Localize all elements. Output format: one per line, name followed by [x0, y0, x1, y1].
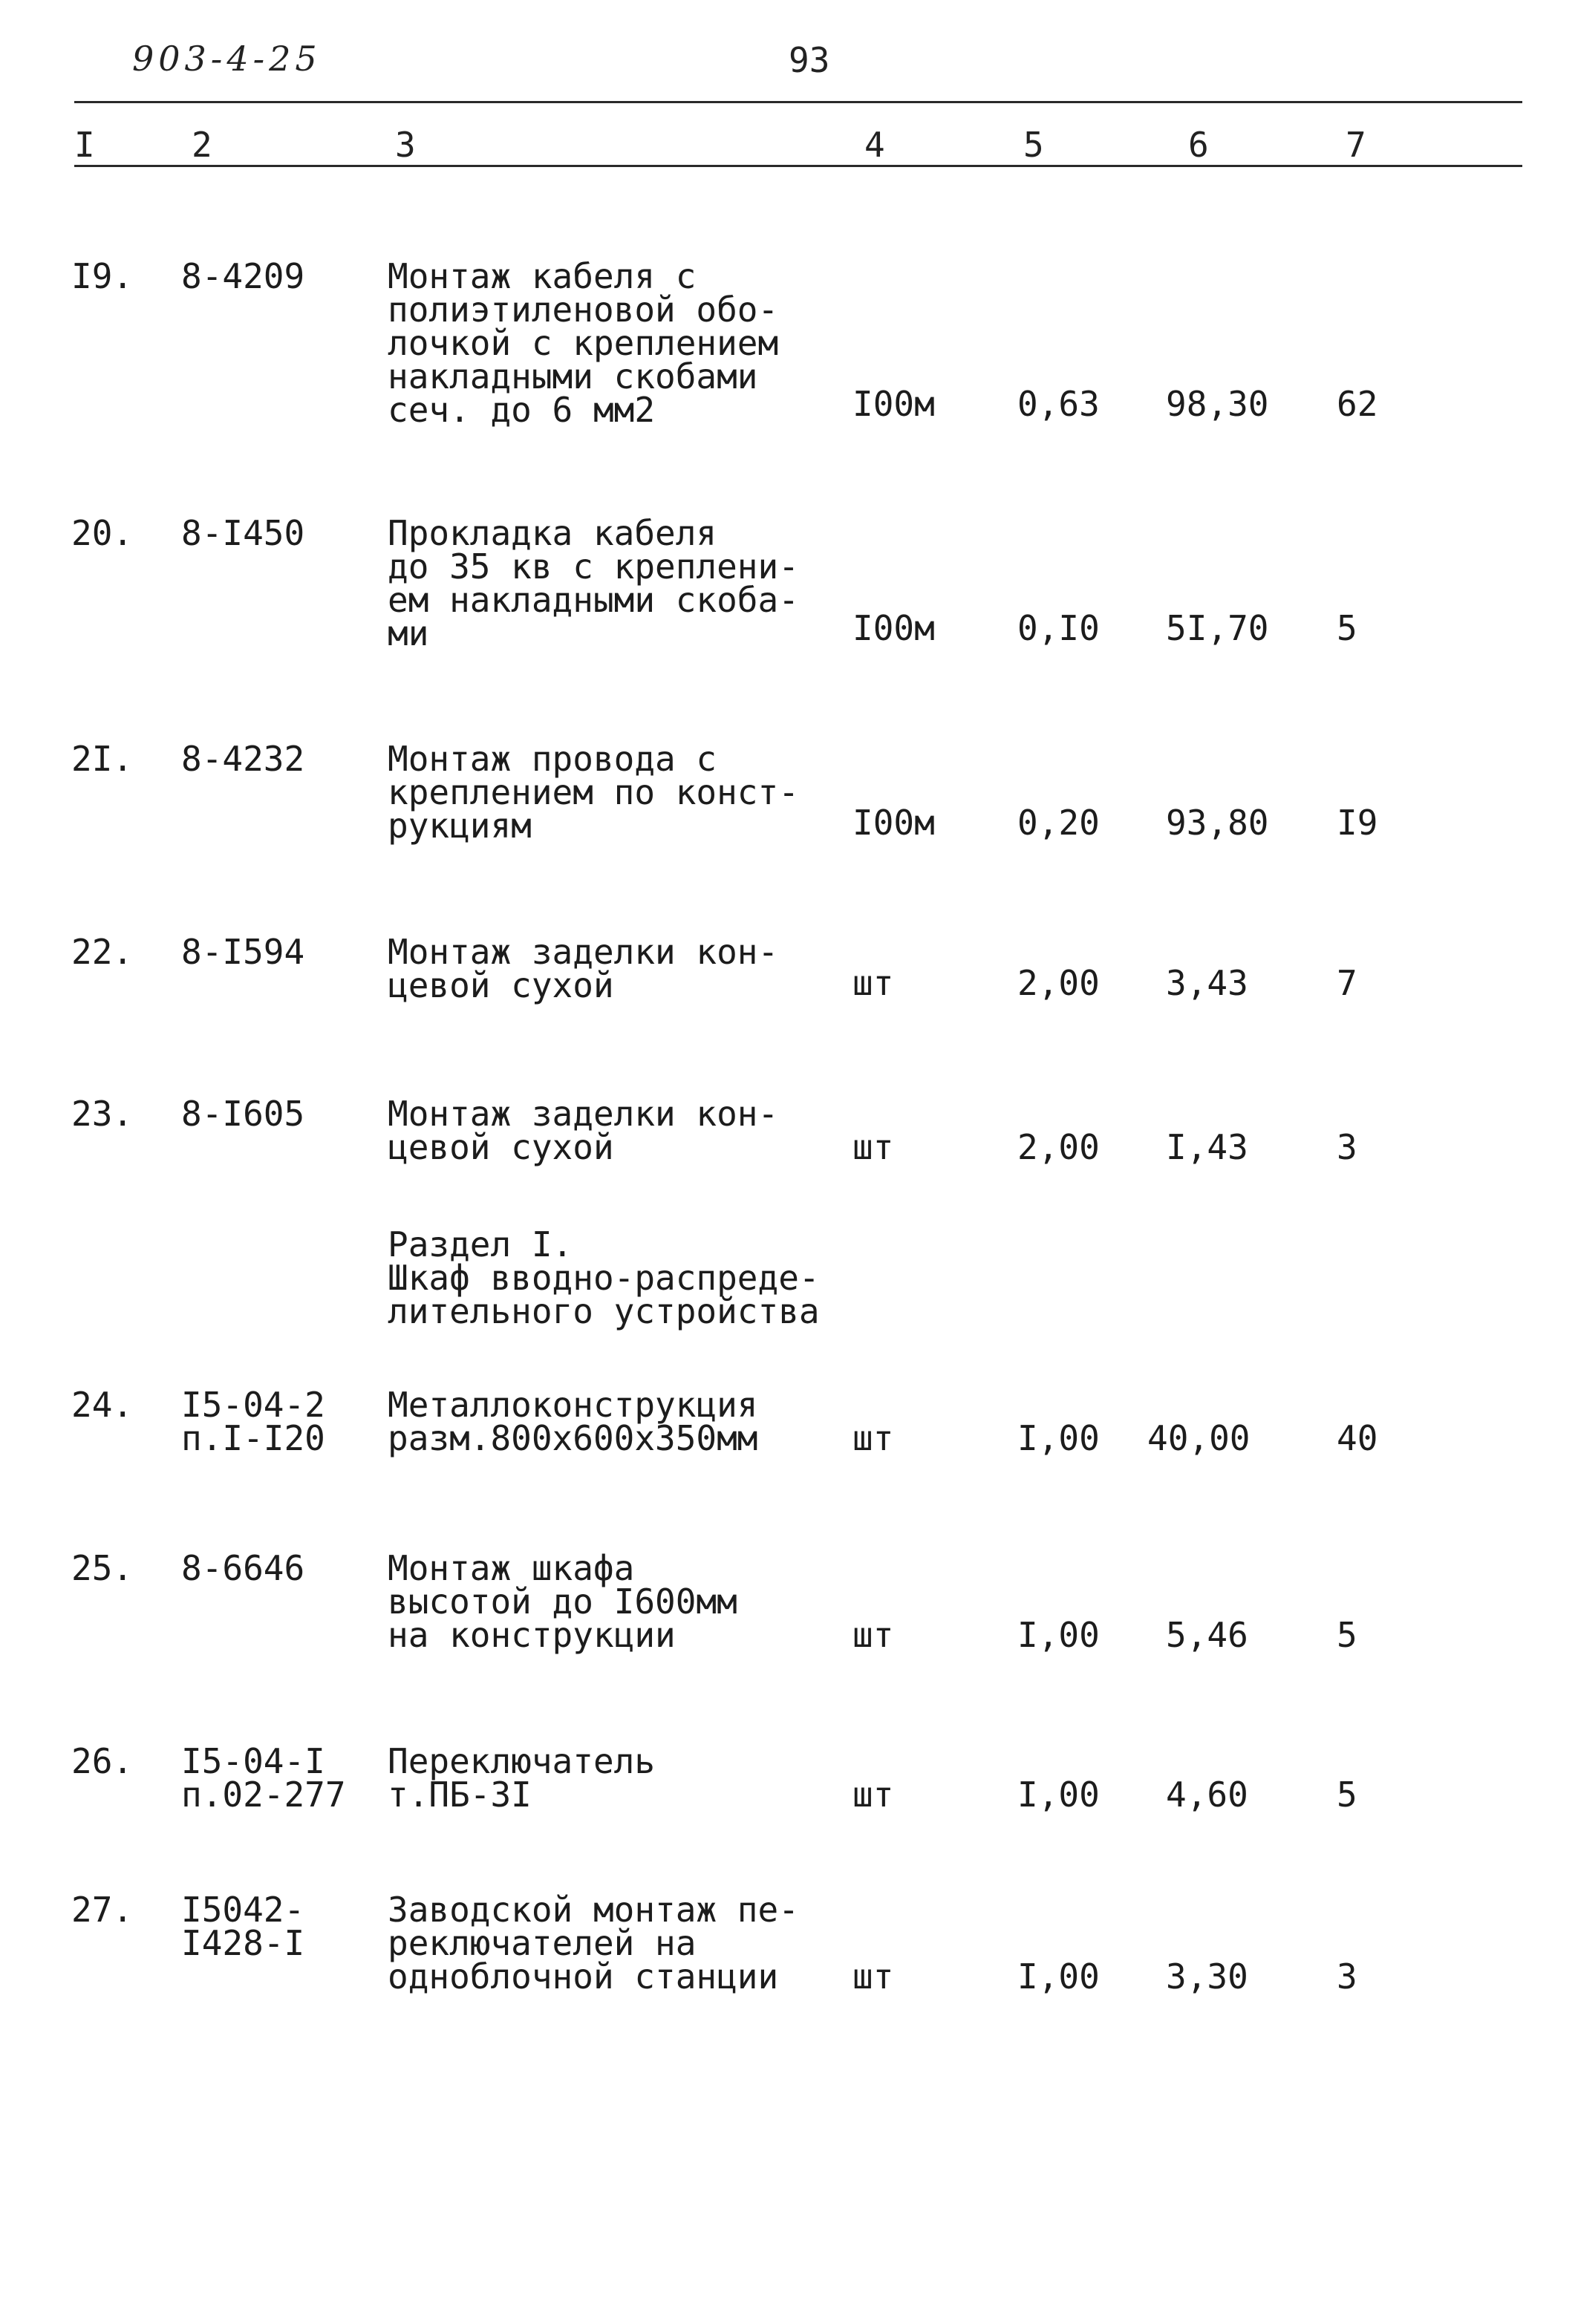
column-header-4: 4	[864, 125, 885, 165]
total-cost: 5	[1337, 1615, 1357, 1655]
row-number: 2I.	[71, 739, 134, 779]
column-header-7: 7	[1346, 125, 1366, 165]
work-description: Монтаж заделки кон- цевой сухой	[388, 1094, 779, 1167]
row-number: 25.	[71, 1548, 134, 1588]
document-code: 903-4-25	[132, 39, 322, 79]
quantity: 0,63	[1017, 384, 1100, 424]
unit: шт	[852, 963, 894, 1003]
work-description: Заводской монтаж пе- реключателей на одноблочной станции	[388, 1890, 799, 1997]
unit: I00м	[852, 608, 935, 648]
unit: шт	[852, 1127, 894, 1167]
column-header-5: 5	[1023, 125, 1044, 165]
total-cost: 3	[1337, 1127, 1357, 1167]
row-number: 20.	[71, 513, 134, 553]
column-header-6: 6	[1188, 125, 1209, 165]
total-cost: 5	[1337, 1775, 1357, 1815]
total-cost: I9	[1337, 803, 1378, 843]
row-number: 26.	[71, 1741, 134, 1781]
unit: шт	[852, 1615, 894, 1655]
quantity: 0,20	[1017, 803, 1100, 843]
price-code: 8-6646	[181, 1548, 305, 1588]
top-rule	[74, 101, 1522, 103]
unit: шт	[852, 1775, 894, 1815]
total-cost: 40	[1337, 1418, 1378, 1458]
unit-price: 3,43	[1166, 963, 1248, 1003]
quantity: 0,I0	[1017, 608, 1100, 648]
unit-price: 40,00	[1147, 1418, 1251, 1458]
price-code: I5-04-I п.02-277	[181, 1741, 346, 1815]
unit-price: 3,30	[1166, 1956, 1248, 1997]
unit-price: 5I,70	[1166, 608, 1269, 648]
row-number: 22.	[71, 932, 134, 972]
header-rule	[74, 165, 1522, 167]
total-cost: 62	[1337, 384, 1378, 424]
unit-price: I,43	[1166, 1127, 1248, 1167]
unit-price: 4,60	[1166, 1775, 1248, 1815]
price-code: I5042- I428-I	[181, 1890, 305, 1963]
unit: I00м	[852, 384, 935, 424]
quantity: 2,00	[1017, 1127, 1100, 1167]
section-heading: Раздел I. Шкаф вводно-распреде- лительного устройства	[388, 1224, 820, 1331]
price-code: 8-4209	[181, 256, 305, 296]
quantity: I,00	[1017, 1418, 1100, 1458]
price-code: 8-I450	[181, 513, 305, 553]
quantity: I,00	[1017, 1775, 1100, 1815]
work-description: Металлоконструкция разм.800х600х350мм	[388, 1385, 758, 1458]
work-description: Переключатель т.ПБ-3I	[388, 1741, 656, 1815]
price-code: 8-I594	[181, 932, 305, 972]
unit: шт	[852, 1418, 894, 1458]
unit-price: 98,30	[1166, 384, 1269, 424]
unit-price: 93,80	[1166, 803, 1269, 843]
row-number: 23.	[71, 1094, 134, 1134]
total-cost: 7	[1337, 963, 1357, 1003]
quantity: I,00	[1017, 1615, 1100, 1655]
work-description: Монтаж кабеля с полиэтиленовой обо- лочкой с креплением накладными скобами сеч. до 6 мм2	[388, 256, 779, 430]
quantity: I,00	[1017, 1956, 1100, 1997]
work-description: Прокладка кабеля до 35 кв с креплени- ем накладными скоба- ми	[388, 513, 799, 653]
price-code: I5-04-2 п.I-I20	[181, 1385, 325, 1458]
work-description: Монтаж провода с креплением по конст- рукциям	[388, 739, 799, 846]
work-description: Монтаж шкафа высотой до I600мм на конструкции	[388, 1548, 737, 1655]
quantity: 2,00	[1017, 963, 1100, 1003]
column-header-3: 3	[395, 125, 416, 165]
unit-price: 5,46	[1166, 1615, 1248, 1655]
row-number: 27.	[71, 1890, 134, 1930]
unit: I00м	[852, 803, 935, 843]
work-description: Монтаж заделки кон- цевой сухой	[388, 932, 779, 1005]
total-cost: 5	[1337, 608, 1357, 648]
page-number: 93	[789, 40, 830, 80]
unit: шт	[852, 1956, 894, 1997]
price-code: 8-4232	[181, 739, 305, 779]
price-code: 8-I605	[181, 1094, 305, 1134]
total-cost: 3	[1337, 1956, 1357, 1997]
column-header-2: 2	[192, 125, 212, 165]
column-header-1: I	[74, 125, 95, 165]
row-number: I9.	[71, 256, 134, 296]
row-number: 24.	[71, 1385, 134, 1425]
